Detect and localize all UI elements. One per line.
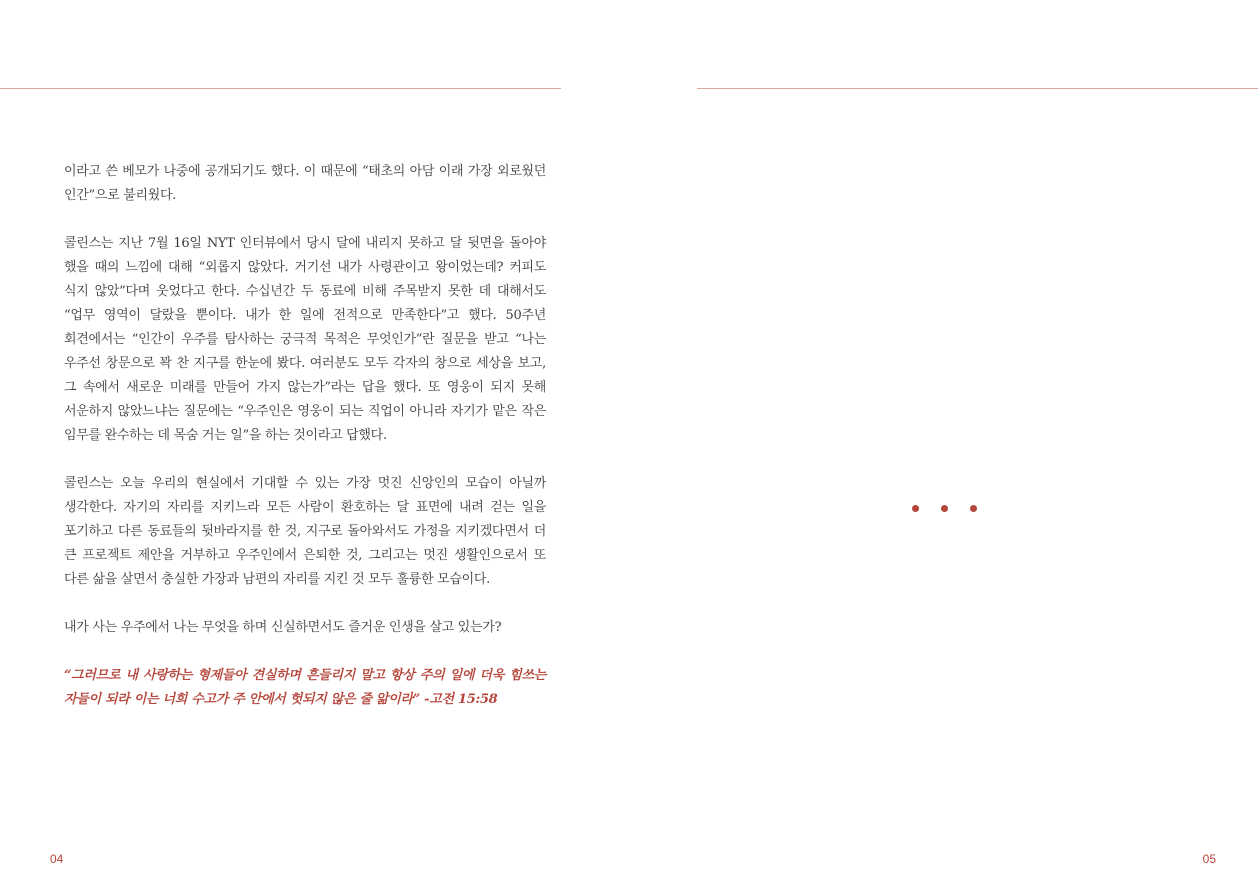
- top-rule-left: [0, 88, 561, 89]
- page-number-right: 05: [1202, 852, 1216, 866]
- dot-icon: [970, 505, 977, 512]
- dot-icon: [912, 505, 919, 512]
- scripture-quote: “그러므로 내 사랑하는 형제들아 견실하며 흔들리지 말고 항상 주의 일에 더욱 힘쓰는 자들이 되라 이는 너희 수고가 주 안에서 헛되지 않은 줄 앎이라” -고전 15:58: [64, 668, 546, 707]
- paragraph-3: 콜린스는 오늘 우리의 현실에서 기대할 수 있는 가장 멋진 신앙인의 모습이 아닐까 생각한다. 자기의 자리를 지키느라 모든 사람이 환호하는 달 표면에 내려 걷는 일을 포기하고 다른 동료들의 뒷바라지를 한 것, 지구로 돌아와서도 가정을 지키겠다면서 더 큰 프로젝트 제안을 거부하고 우주인에서 은퇴한 것, 그리고는 멋진 생활인으로서 또 다른 삶을 살면서 충실한 가장과 남편의 자리를 지킨 것 모두 훌륭한 모습이다.: [64, 476, 546, 587]
- top-rule-right: [697, 88, 1258, 89]
- page-number-left: 04: [50, 852, 64, 866]
- paragraph-4: 내가 사는 우주에서 나는 무엇을 하며 신실하면서도 즐거운 인생을 살고 있는가?: [64, 620, 502, 635]
- paragraph-2: 콜린스는 지난 7월 16일 NYT 인터뷰에서 당시 달에 내리지 못하고 달 뒷면을 돌아야 했을 때의 느낌에 대해 “외롭지 않았다. 거기선 내가 사령관이고 왕이었는데? 커피도 식지 않았”다며 웃었다고 한다. 수십년간 두 동료에 비해 주목받지 못한 데 대해서도 “업무 영역이 달랐을 뿐이다. 내가 한 일에 전적으로 만족한다”고 했다. 50주년 회견에서는 “인간이 우주를 탐사하는 궁극적 목적은 무엇인가”란 질문을 받고 “나는 우주선 창문으로 꽉 찬 지구를 한눈에 봤다. 여러분도 모두 각자의 창으로 세상을 보고, 그 속에서 새로운 미래를 만들어 가지 않는가”라는 답을 했다. 또 영웅이 되지 못해 서운하지 않았느냐는 질문에는 “우주인은 영웅이 되는 직업이 아니라 자기가 맡은 작은 임무를 완수하는 데 목숨 거는 일”을 하는 것이라고 답했다.: [64, 236, 546, 443]
- section-divider-dots: [912, 505, 977, 512]
- paragraph-1: 이라고 쓴 베모가 나중에 공개되기도 했다. 이 때문에 “태초의 아담 이래 가장 외로웠던 인간”으로 불리웠다.: [64, 164, 546, 203]
- dot-icon: [941, 505, 948, 512]
- left-page-body: [64, 160, 546, 712]
